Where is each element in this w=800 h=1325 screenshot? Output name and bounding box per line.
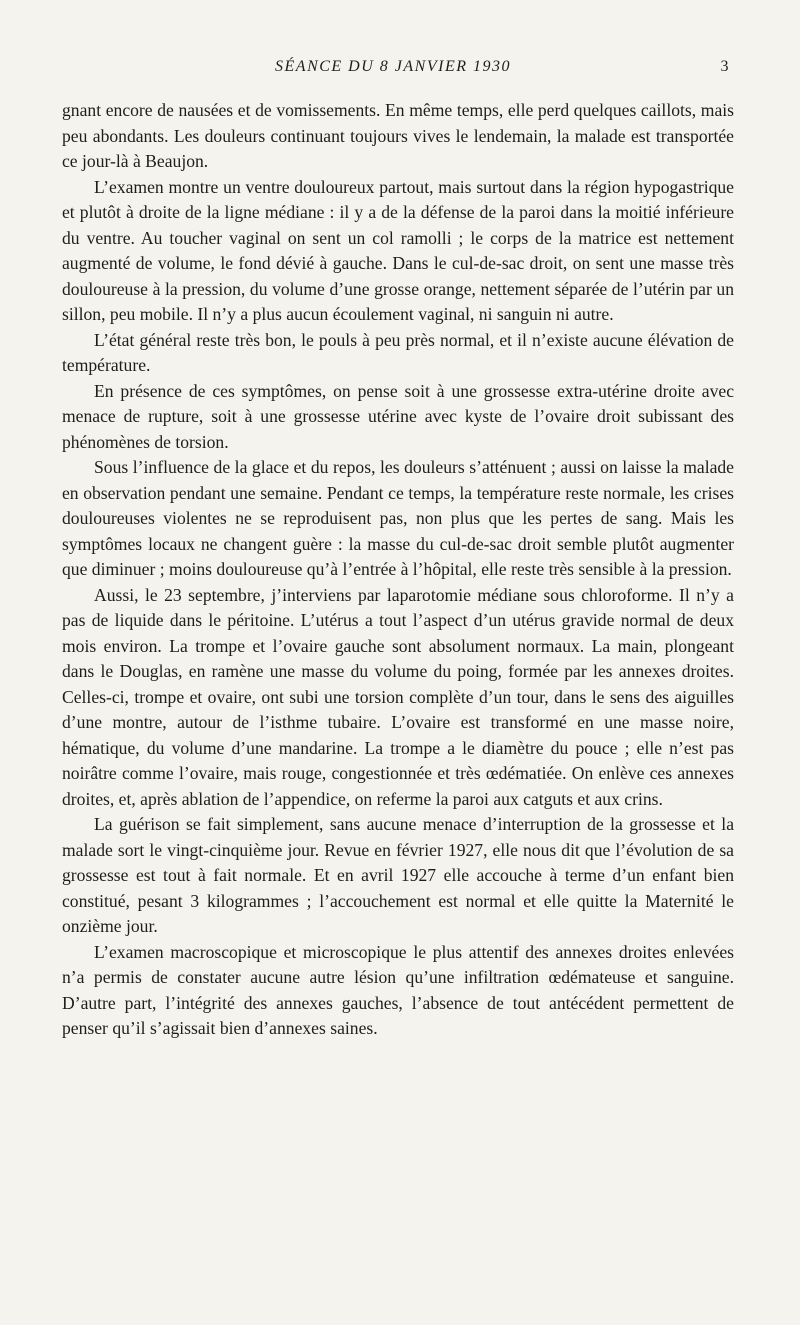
paragraph-observation: Sous l’influence de la glace et du repos, les douleurs s’atténuent ; aussi on laisse la malade en observation pendant une semaine. Pendant ce temps, la température reste normale, les crises douloureuses violentes ne se reproduisent pas, non plus que les pertes de sang. Mais les symptômes locaux ne changent guère : la masse du cul-de-sac droit semble plutôt augmenter que diminuer ; moins douloureuse qu’à l’entrée à l’hôpital, elle reste très sensible à la pression. bbox=[62, 457, 734, 579]
body-text bbox=[62, 98, 734, 1042]
paragraph-general-state: L’état général reste très bon, le pouls à peu près normal, et il n’existe aucune élévation de température. bbox=[62, 329, 734, 375]
paragraph-examination: L’examen montre un ventre douloureux partout, mais surtout dans la région hypogastrique et plutôt à droite de la ligne médiane : il y a de la défense de la paroi dans la moitié inférieure du ventre. Au toucher vaginal on sent un col ramolli ; le corps de la matrice est nettement augmenté de volume, le fond dévié à gauche. Dans le cul-de-sac droit, on sent une masse très douloureuse à la pression, du volume d’une grosse orange, nettement séparée de l’utérin par un sillon, peu mobile. Il n’y a plus aucun écoulement vaginal, ni sanguin ni autre. bbox=[62, 176, 734, 324]
paragraph-recovery: La guérison se fait simplement, sans aucune menace d’interruption de la grossesse et la malade sort le vingt-cinquième jour. Revue en février 1927, elle nous dit que l’évolution de sa grossesse est tout à fait normale. Et en avril 1927 elle accouche à terme d’un enfant bien constitué, pesant 3 kilogrammes ; l’accouchement est normal et elle quitte la Maternité le onzième jour. bbox=[62, 814, 734, 936]
document-page bbox=[62, 58, 734, 1042]
paragraph-diagnosis: En présence de ces symptômes, on pense soit à une grossesse extra-utérine droite avec menace de rupture, soit à une grossesse utérine avec kyste de l’ovaire droit subissant des phénomènes de torsion. bbox=[62, 380, 734, 452]
paragraph-continued: gnant encore de nausées et de vomissements. En même temps, elle perd quelques caillots, mais peu abondants. Les douleurs continuant toujours vives le lendemain, la malade est transportée ce jour-là à Beaujon. bbox=[62, 100, 734, 171]
running-head: SÉANCE DU 8 JANVIER 1930 bbox=[275, 58, 511, 75]
paragraph-operation: Aussi, le 23 septembre, j’interviens par laparotomie médiane sous chloroforme. Il n’y a pas de liquide dans le péritoine. L’utérus a tout l’aspect d’un utérus gravide normal de deux mois environ. La trompe et l’ovaire gauche sont absolument normaux. La main, plongeant dans le Douglas, en ramène une masse du volume du poing, formée par les annexes droites. Celles-ci, trompe et ovaire, ont subi une torsion complète d’un tour, dans le sens des aiguilles d’une montre, autour de l’isthme tubaire. L’ovaire est transformé en une masse noire, hématique, du volume d’une mandarine. La trompe a le diamètre du pouce ; elle n’est pas noirâtre comme l’ovaire, mais rouge, congestionnée et très œdématiée. On enlève ces annexes droites, et, après ablation de l’appendice, on referme la paroi aux catguts et aux crins. bbox=[62, 584, 734, 809]
page-number: 3 bbox=[720, 58, 730, 75]
page-header bbox=[62, 58, 734, 88]
paragraph-conclusion: L’examen macroscopique et microscopique le plus attentif des annexes droites enlevées n’a permis de constater aucune autre lésion qu’une infiltration œdémateuse et sanguine. D’autre part, l’intégrité des annexes gauches, l’absence de tout antécédent permettent de penser qu’il s’agissait bien d’annexes saines. bbox=[62, 941, 734, 1038]
